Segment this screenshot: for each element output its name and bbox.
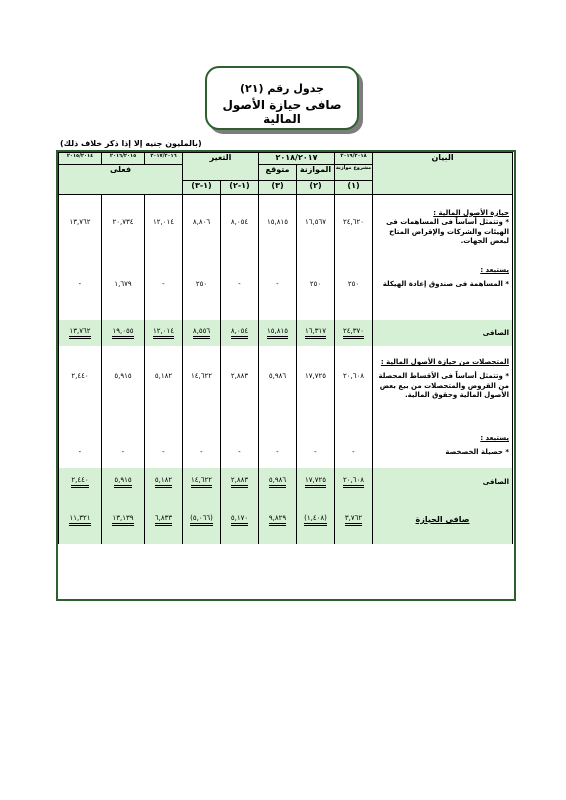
total-cell: ١١,٣٢١ [69, 514, 90, 526]
net1-cell: ١٥,٨١٥ [267, 327, 288, 339]
financial-assets-table [58, 152, 513, 544]
row2-cell: - [145, 280, 183, 320]
row1-cell: ٢٤,٦٢٠ [335, 218, 373, 266]
row3-cell: ٢٠,٦٠٨ [335, 372, 373, 434]
net2-cell: ٥,٩١٥ [114, 476, 131, 488]
net1-cell: ١٦,٣١٧ [305, 327, 326, 339]
unit-note: (بالمليون جنيه إلا إذا ذكر خلاف ذلك) [60, 139, 202, 148]
net2-cell: ٥,١٨٢ [155, 476, 172, 488]
net2-cell: ١٧,٧٢٥ [305, 476, 326, 488]
net1-cell: ٢٤,٣٧٠ [343, 327, 364, 339]
table-number: جدول رقم (٢١) [240, 82, 324, 95]
row2-desc: * المساهمة فى صندوق إعادة الهيكلة [373, 280, 513, 320]
total-cell: (٥,٠٦٦) [190, 514, 213, 526]
net1-cell: ٨,٠٥٤ [231, 327, 248, 339]
header-group-year: ٢٠١٨/٢٠١٧ [259, 153, 335, 165]
header-expected-num: (٣) [259, 180, 297, 194]
row1-cell: ٨,٠٥٤ [221, 218, 259, 266]
section1-title: حيازة الأصول المالية : [433, 208, 510, 217]
row2-cell: - [259, 280, 297, 320]
row3-cell: ٥,١٨٢ [145, 372, 183, 434]
total-cell: ٦,٨٣٣ [155, 514, 172, 526]
header-actual: فعلى [59, 164, 183, 194]
total-cell: ٥,١٧٠ [231, 514, 248, 526]
row2-cell: - [221, 280, 259, 320]
net1-row [59, 320, 513, 346]
row4-cell: - [183, 448, 221, 468]
net2-cell: ٢,٨٨٣ [231, 476, 248, 488]
row1-cell: ١٦,٥٦٧ [297, 218, 335, 266]
table-title: صافى حيازة الأصول المالية [222, 98, 342, 126]
row4-cell: - [59, 448, 102, 468]
table-title-box [205, 66, 359, 130]
header-budget-num: (٢) [297, 180, 335, 194]
deduct1-row [59, 266, 513, 280]
net1-desc: الصافى [373, 320, 513, 346]
table-row [59, 280, 513, 320]
deduct1-label: يستبعد : [480, 266, 510, 275]
table-row [59, 372, 513, 434]
total-row [59, 496, 513, 544]
row3-desc: * وتتمثل أساساً فى الأقساط المحصلة من القروض والمتحصلات من بيع بعض الأصول المالية وحقوق المالية. [373, 372, 513, 434]
total-cell: (١,٤٠٨) [304, 514, 327, 526]
table-row [59, 218, 513, 266]
net1-cell: ١٢,٠١٤ [153, 327, 174, 339]
header-col1-num: (١) [335, 180, 373, 194]
row2-cell: - [59, 280, 102, 320]
header-change-1: (١-٢) [221, 180, 259, 194]
header-year-2: ٢٠١٦/٢٠١٥ [102, 153, 145, 165]
net2-row [59, 468, 513, 496]
row2-cell: ٢٥٠ [335, 280, 373, 320]
section1-title-row [59, 194, 513, 218]
row4-cell: - [335, 448, 373, 468]
row3-cell: ١٤,٦٢٢ [183, 372, 221, 434]
row2-cell: ٢٥٠ [297, 280, 335, 320]
row4-cell: - [259, 448, 297, 468]
header-budget-label: الموازنة [297, 164, 335, 180]
net2-cell: ١٤,٦٢٢ [191, 476, 212, 488]
row4-cell: - [145, 448, 183, 468]
row2-cell: ٢٥٠ [183, 280, 221, 320]
header-col1-year: ٢٠١٩/٢٠١٨ [335, 153, 373, 165]
row3-cell: ٢,٤٤٠ [59, 372, 102, 434]
header-desc: البيان [373, 153, 513, 195]
net2-cell: ٢٠,٦٠٨ [343, 476, 364, 488]
table-row [59, 448, 513, 468]
row3-cell: ١٧,٧٢٥ [297, 372, 335, 434]
header-year-3: ٢٠١٥/٢٠١٤ [59, 153, 102, 165]
header-expected-label: متوقع [259, 164, 297, 180]
row1-cell: ١٣,٧٦٢ [59, 218, 102, 266]
net1-cell: ٨,٥٥٦ [193, 327, 210, 339]
net2-cell: ٥,٩٨٦ [269, 476, 286, 488]
section2-title: المتحصلات من حيازة الأصول المالية : [380, 358, 510, 367]
net2-cell: ٢,٤٤٠ [71, 476, 88, 488]
net1-cell: ١٣,٧٦٢ [69, 327, 90, 339]
row3-cell: ٢,٨٨٣ [221, 372, 259, 434]
header-row-1 [59, 153, 513, 165]
total-cell: ٩,٨٢٩ [269, 514, 286, 526]
total-cell: ٣,٧٦٢ [345, 514, 362, 526]
row1-cell: ٢٠,٧٣٤ [102, 218, 145, 266]
row2-cell: ١,٦٧٩ [102, 280, 145, 320]
net2-desc: الصافى [373, 468, 513, 496]
row3-cell: ٥,٩١٥ [102, 372, 145, 434]
row4-cell: - [221, 448, 259, 468]
row1-cell: ١٥,٨١٥ [259, 218, 297, 266]
section2-title-row [59, 346, 513, 372]
row1-cell: ٨,٨٠٦ [183, 218, 221, 266]
total-cell: ١٣,١٣٩ [112, 514, 133, 526]
net1-cell: ١٩,٠٥٥ [112, 327, 133, 339]
header-year-1: ٢٠١٧/٢٠١٦ [145, 153, 183, 165]
deduct2-label: يستبعد : [480, 434, 510, 443]
row3-cell: ٥,٩٨٦ [259, 372, 297, 434]
row1-desc: * وتتمثل أساساً فى المساهمات فى الهيئات والشركات والإقراض المتاح لبعض الجهات. [373, 218, 513, 266]
header-col1-label: مشروع موازنة [335, 164, 373, 180]
row4-cell: - [102, 448, 145, 468]
deduct2-row [59, 434, 513, 448]
total-desc: صافى الحيازة [415, 514, 470, 524]
header-change-2: (١-٣) [183, 180, 221, 194]
header-change: التغير [183, 153, 259, 181]
row4-desc: * حصيلة الخصخصة [373, 448, 513, 468]
row4-cell: - [297, 448, 335, 468]
row1-cell: ١٢,٠١٤ [145, 218, 183, 266]
